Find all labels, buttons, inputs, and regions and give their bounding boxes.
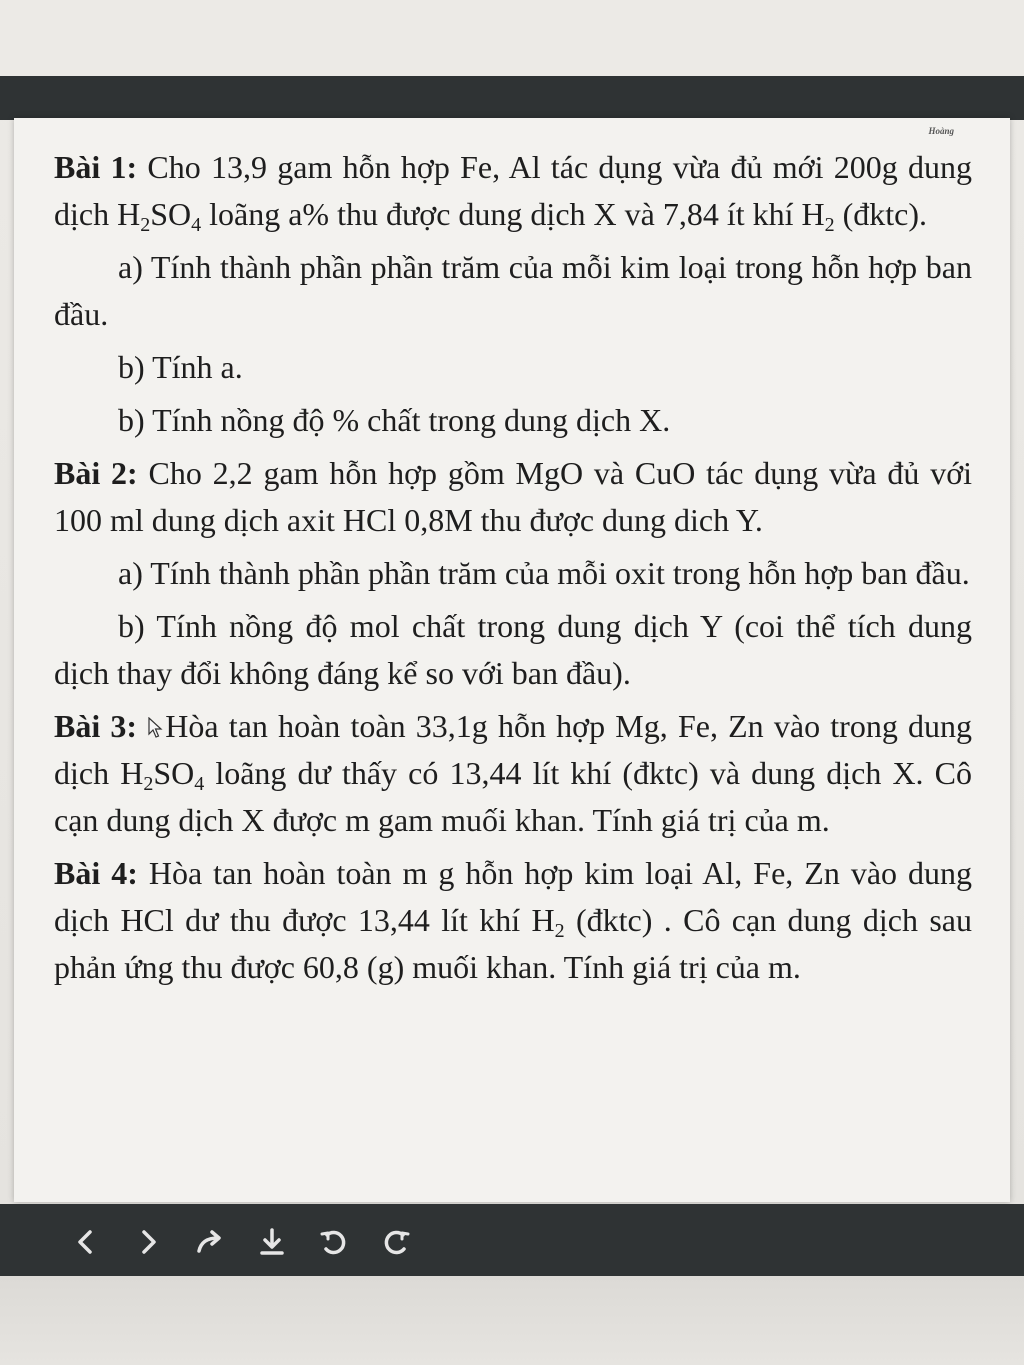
- problem-2: [54, 450, 972, 544]
- problem-1-text-a: Cho 13,9 gam hỗn hợp Fe, Al tác dụng vừa đủ mới 200g dung dịch H: [54, 149, 973, 232]
- author-tag: Hoàng: [928, 126, 954, 136]
- problem-3-text-c: loãng dư thấy có 13,44 lít khí (đktc) và dung dịch X. Cô cạn dung dịch X được m gam muối khan. Tính giá trị của m.: [54, 755, 973, 838]
- problem-1-text-d: (đktc).: [834, 196, 928, 232]
- problem-1-part-b: b) Tính a.: [118, 349, 243, 385]
- document-page: [14, 118, 1010, 1202]
- cut-off-header-text: [134, 118, 934, 126]
- problem-4: [54, 850, 972, 991]
- subscript: 2: [554, 920, 565, 942]
- rotate-right-icon: [379, 1225, 413, 1259]
- viewer-top-bar: [0, 76, 1024, 120]
- subscript: 4: [191, 214, 202, 236]
- problem-2-text: Cho 2,2 gam hỗn hợp gồm MgO và CuO tác dụng vừa đủ với 100 ml dung dịch axit HCl 0,8M thu được dung dich Y.: [54, 455, 973, 538]
- problem-2-part-b: b) Tính nồng độ mol chất trong dung dịch Y (coi thể tích dung dịch thay đổi không đáng kể so với ban đầu).: [54, 608, 972, 691]
- problem-1-text-b: SO: [150, 196, 192, 232]
- problem-1-part-a: a) Tính thành phần phần trăm của mỗi kim loại trong hỗn hợp ban đầu.: [54, 249, 972, 332]
- subscript: 2: [140, 214, 151, 236]
- previous-button[interactable]: [66, 1222, 106, 1262]
- share-button[interactable]: [190, 1222, 230, 1262]
- mouse-pointer-icon: [147, 717, 163, 739]
- subscript: 4: [194, 773, 205, 795]
- problem-2-part-a: a) Tính thành phần phần trăm của mỗi oxit trong hỗn hợp ban đầu.: [118, 555, 970, 591]
- problem-3-label: Bài 3:: [54, 708, 138, 744]
- download-icon: [255, 1225, 289, 1259]
- problem-2-label: Bài 2:: [54, 455, 138, 491]
- problem-4-label: Bài 4:: [54, 855, 138, 891]
- viewer-toolbar: [0, 1204, 1024, 1276]
- problem-3: [54, 703, 972, 844]
- subscript: 2: [824, 214, 835, 236]
- rotate-left-icon: [317, 1225, 351, 1259]
- share-arrow-icon: [193, 1225, 227, 1259]
- problem-1-part-c: b) Tính nồng độ % chất trong dung dịch X.: [118, 402, 671, 438]
- problem-4-text-b: (đktc) . Cô cạn dung dịch sau phản ứng thu được 60,8 (g) muối khan. Tính giá trị của m.: [54, 902, 973, 985]
- problem-3-text-b: SO: [153, 755, 195, 791]
- subscript: 2: [143, 773, 154, 795]
- toolbar-buttons: [66, 1222, 438, 1262]
- document-content: [54, 144, 972, 991]
- problem-3-text-a: Hòa tan hoàn toàn 33,1g hỗn hợp Mg, Fe, Zn vào trong dung dịch H: [54, 708, 973, 791]
- desk-surface: [0, 1276, 1024, 1365]
- rotate-left-button[interactable]: [314, 1222, 354, 1262]
- chevron-right-icon: [131, 1225, 165, 1259]
- download-button[interactable]: [252, 1222, 292, 1262]
- problem-1-text-c: loãng a% thu được dung dịch X và 7,84 ít khí H: [201, 196, 825, 232]
- problem-1: [54, 144, 972, 238]
- chevron-left-icon: [69, 1225, 103, 1259]
- next-button[interactable]: [128, 1222, 168, 1262]
- rotate-right-button[interactable]: [376, 1222, 416, 1262]
- problem-4-text-a: Hòa tan hoàn toàn m g hỗn hợp kim loại Al, Fe, Zn vào dung dịch HCl dư thu được 13,44 lít khí H: [54, 855, 973, 938]
- problem-1-label: Bài 1:: [54, 149, 138, 185]
